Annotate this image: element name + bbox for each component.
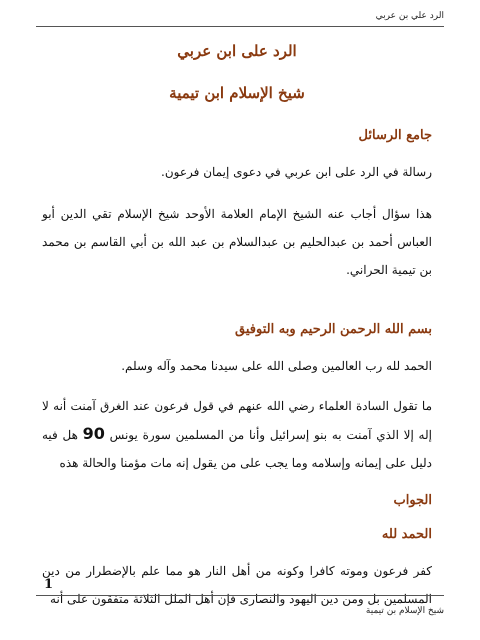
book-title: الرد على ابن عربي <box>177 42 297 60</box>
question-text-part2: هل فيه دليل على إيمانه وإسلامه وما يجب على من يقول إنه مات مؤمنا والحالة هذه <box>42 428 432 470</box>
collection-heading: جامع الرسائل <box>358 128 432 143</box>
footer-rule <box>36 595 444 596</box>
praise-heading: الحمد لله <box>381 527 432 542</box>
page-number: 1 <box>44 577 54 592</box>
question-text-part1: ما تقول السادة العلماء رضي الله عنهم في قول فرعون عند الغرق آمنت أنه لا إله إلا الذي آمنت به بنو إسرائيل وأنا من المسلمين سورة يونس <box>42 399 432 442</box>
header-rule <box>36 26 444 27</box>
running-header: الرد علي بن عربي <box>375 11 444 21</box>
author-title: شيخ الإسلام ابن تيمية <box>169 84 305 102</box>
running-footer: شيخ الإسلام بن تيمية <box>365 606 444 616</box>
answer-paragraph: كفر فرعون وموته كافرا وكونه من أهل النار هو مما علم بالإضطرار من دين المسلمين بل ومن دين اليهود والنصارى فإن أهل الملل الثلاثة متفقون على أنه <box>42 564 432 606</box>
answer-heading: الجواب <box>393 493 432 508</box>
verse-number: 90 <box>82 424 105 443</box>
basmala-heading: بسم الله الرحمن الرحيم وبه التوفيق <box>235 322 432 337</box>
hamd-paragraph: الحمد لله رب العالمين وصلى الله على سيدنا محمد وآله وسلم. <box>121 359 432 373</box>
question-intro-paragraph: هذا سؤال أجاب عنه الشيخ الإمام العلامة الأوحد شيخ الإسلام تقي الدين أبو العباس أحمد بن عبدالحليم بن عبدالسلام بن عبد الله بن أبي القاسم بن محمد بن تيمية الحراني. <box>42 207 432 277</box>
intro-paragraph: رسالة في الرد على ابن عربي في دعوى إيمان فرعون. <box>161 165 432 179</box>
page-body <box>42 40 432 613</box>
question-paragraph <box>42 392 432 477</box>
